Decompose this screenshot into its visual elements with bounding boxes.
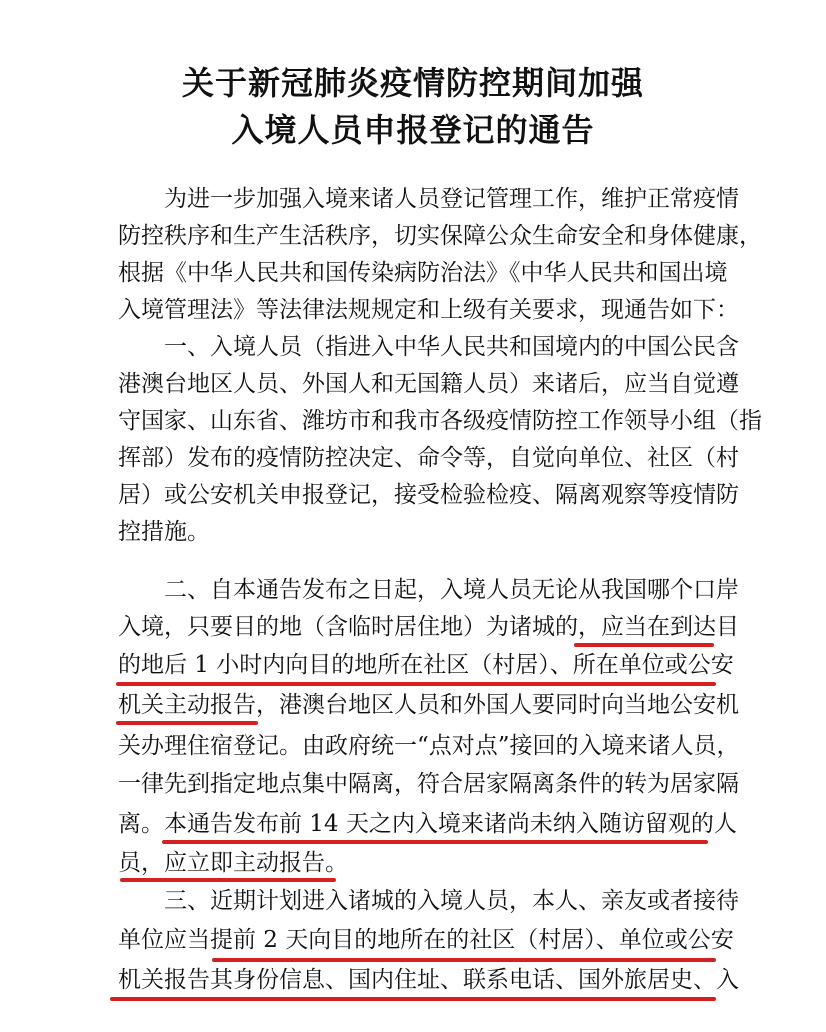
- notice-title-line-2: 入境人员申报登记的通告: [231, 111, 595, 149]
- body-line: 一律先到指定地点集中隔离，符合居家隔离条件的转为居家隔: [118, 771, 739, 797]
- red-underline-mark: [162, 840, 708, 844]
- body-line: 入境管理法》等法律法规规定和上级有关要求，现通告如下：: [118, 297, 739, 323]
- body-line: 机关主动报告，港澳台地区人员和外国人要同时向当地公安机: [118, 692, 739, 718]
- red-underline-mark: [212, 958, 716, 962]
- red-underline-mark: [110, 997, 716, 1001]
- body-line: 根据《中华人民共和国传染病防治法》《中华人民共和国出境: [118, 260, 728, 286]
- body-line: 居）或公安机关申报登记，接受检验检疫、隔离观察等疫情防: [118, 482, 739, 508]
- body-line: 机关报告其身份信息、国内住址、联系电话、国外旅居史、入: [118, 967, 739, 993]
- body-line: 员，应立即主动报告。: [118, 850, 348, 876]
- red-underline-mark: [120, 878, 336, 882]
- red-underline-mark: [116, 721, 258, 725]
- body-line: 三、近期计划进入诸城的入境人员，本人、亲友或者接待: [118, 888, 739, 914]
- body-line: 单位应当提前 2 天向目的地所在的社区（村居）、单位或公安: [118, 927, 734, 953]
- body-line: 一、入境人员（指进入中华人民共和国境内的中国公民含: [118, 334, 739, 360]
- body-line: 防控秩序和生产生活秩序，切实保障公众生命安全和身体健康，: [118, 223, 762, 249]
- body-line: 关办理住宿登记。由政府统一“点对点”接回的入境来诸人员，: [118, 733, 740, 759]
- body-line: 的地后 1 小时内向目的地所在社区（村居）、所在单位或公安: [118, 652, 734, 678]
- body-line: 为进一步加强入境来诸人员登记管理工作，维护正常疫情: [118, 186, 739, 212]
- body-line: 挥部）发布的疫情防控决定、命令等，自觉向单位、社区（村: [118, 445, 739, 471]
- body-line: 守国家、山东省、潍坊市和我市各级疫情防控工作领导小组（指: [118, 408, 762, 434]
- red-underline-mark: [116, 682, 716, 686]
- notice-title-line-1: 关于新冠肺炎疫情防控期间加强: [181, 64, 644, 102]
- body-line: 入境，只要目的地（含临时居住地）为诸城的，应当在到达目: [118, 614, 739, 640]
- body-line: 离。本通告发布前 14 天之内入境来诸尚未纳入随访留观的人: [118, 811, 737, 837]
- body-line: 控措施。: [118, 519, 210, 545]
- body-line: 港澳台地区人员、外国人和无国籍人员）来诸后，应当自觉遵: [118, 371, 739, 397]
- red-underline-mark: [574, 643, 714, 647]
- body-line: 二、自本通告发布之日起，入境人员无论从我国哪个口岸: [118, 577, 739, 603]
